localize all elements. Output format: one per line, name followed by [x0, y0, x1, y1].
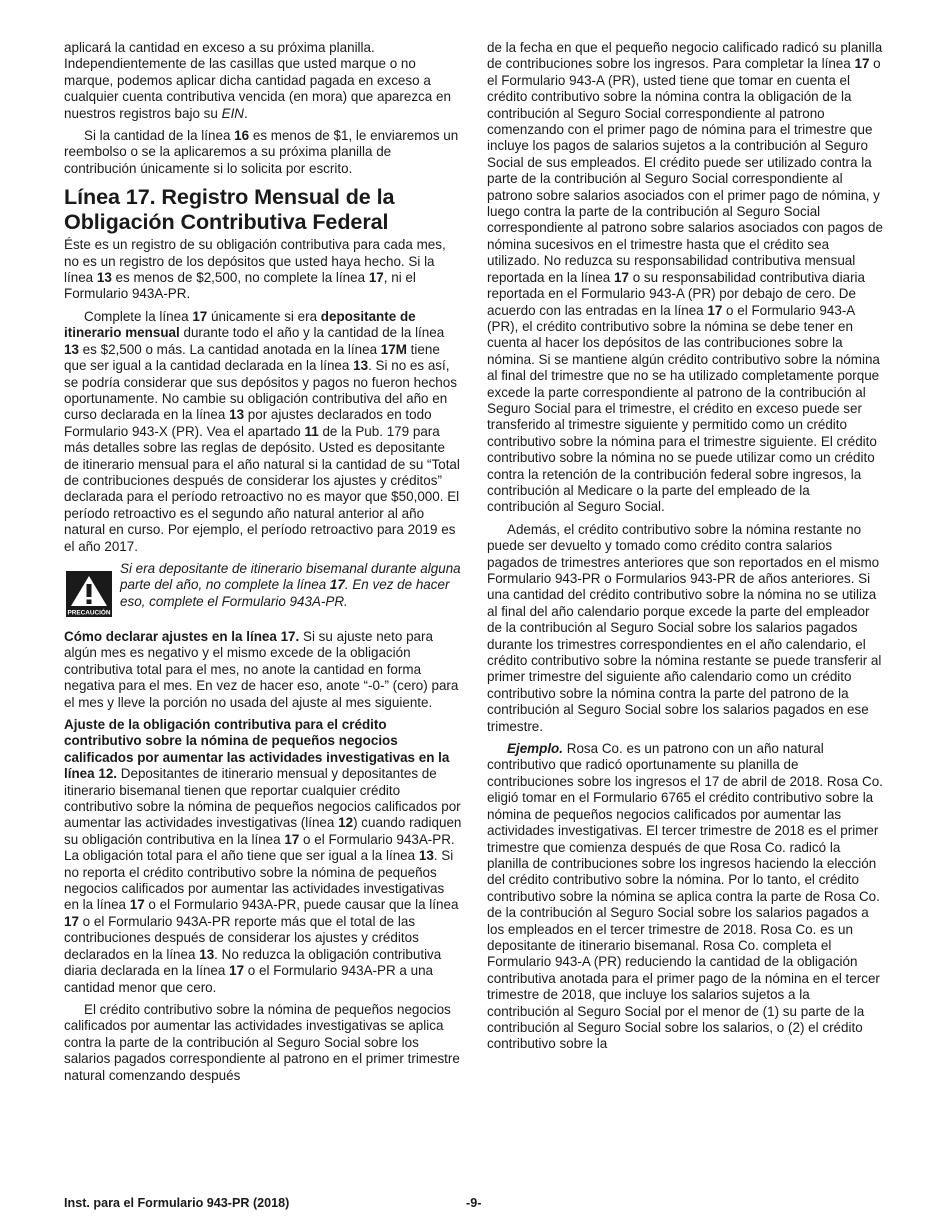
paragraph-continuation: aplicará la cantidad en exceso a su próxima planilla. Independientemente de las casillas que usted marque o no marque, podemos aplicar dicha cantidad pagada en exceso a cualquier cuenta contributiva vencida (en mora) que aparezca en nuestros registros bajo su EIN. [64, 40, 451, 121]
caution-warning-icon [66, 571, 112, 617]
footer-form-title: Inst. para el Formulario 943-PR (2018) [64, 1196, 290, 1210]
paragraph-ejemplo: Ejemplo. Rosa Co. es un patrono con un año natural contributivo que radicó oportunamente su planilla de contribuciones sobre los ingresos el 17 de abril de 2018. Rosa Co. eligió tomar en el Formulario 6765 el crédito contributivo sobre la nómina de pequeños negocios calificados por aumentar las actividades investigativas. El tercer trimestre de 2018 es el primer trimestre que comienza después de que Rosa Co. radicó la planilla de contribuciones sobre los ingresos haciendo la elección del crédito contributivo sobre la nómina. Por lo tanto, el crédito contributivo sobre la nómina se aplica contra la parte de Rosa Co. de la contribución al Seguro Social sobre los salarios pagados a los empleados en el tercer trimestre de 2018. Rosa Co. es un depositante de itinerario bisemanal. Rosa Co. completa el Formulario 943-A (PR) reduciendo la cantidad de la obligación contributiva anotada para el primer pago de la nómina en el tercer trimestre de 2018, que incluye los salarios sujetos a la contribución al Seguro Social por el menor de (1) su parte de la contribución al Seguro Social sobre los salarios, o (2) el crédito contributivo sobre la [487, 741, 883, 1052]
paragraph-continuation-right: de la fecha en que el pequeño negocio calificado radicó su planilla de contribuciones sobre los ingresos. Para completar la línea 17 o el Formulario 943-A (PR), usted tiene que tomar en cuenta el crédito contributivo sobre la nómina contra la obligación de la contribución al Seguro Social correspondiente al patrono comenzando con el primer pago de nómina para el trimestre que incluye los pagos de salarios sujetos a la contribución al Seguro Social de sus empleados. El crédito puede ser utilizado contra la parte de la contribución al Seguro Social correspondiente al patrono sobre salarios asociados con el primer pago de nómina, y luego contra la parte de la contribución al Seguro Social correspondiente al patrono sobre salarios asociados con pagos de nómina sucesivos en el trimestre hasta que el crédito sea utilizado. No reduzca su responsabilidad contributiva mensual reportada en la línea 17 o su responsabilidad contributiva diaria reportada en el Formulario 943-A (PR) por debajo de cero. De acuerdo con las entradas en la línea 17 o el Formulario 943-A (PR), el crédito contributivo sobre la nómina se debe tener en cuenta al hacer los depósitos de las contribuciones sobre la nómina. Si se mantiene algún crédito contributivo sobre la nómina al final del trimestre que no se ha utilizado completamente porque excede la parte correspondiente al patrono de la contribución al Seguro Social para el trimestre, el crédito en exceso puede ser transferido al trimestre siguiente y permitido como un crédito contributivo sobre la nómina para el trimestre siguiente. El crédito contributivo sobre la nómina no se puede utilizar como un crédito contra la retención de la contribución federal sobre ingresos, la contribución al Medicare o la parte del empleado de la contribución al Seguro Social. [487, 40, 883, 515]
caution-text: Si era depositante de itinerario bisemanal durante alguna parte del año, no complete la línea 17. En vez de hacer eso, complete el Formulario 943A-PR. [120, 560, 461, 609]
paragraph-ademas: Además, el crédito contributivo sobre la nómina restante no puede ser devuelto y tomado como crédito contra salarios pagados de trimestres anteriores que son reportados en el mismo Formulario 943-PR o Formularios 943-PR de años anteriores. Si una cantidad del crédito contributivo sobre la nómina no se utiliza al final del año calendario porque excede la parte del empleador de la contribución al Seguro Social sobre los salarios pagados durante los trimestres correspondientes en el año calendario, el crédito contributivo sobre la nómina restante se puede transferir al primer trimestre del siguiente año calendario como un crédito contributivo sobre la nómina contra la parte del patrono de la contribución al Seguro Social sobre los salarios pagados en ese trimestre. [487, 521, 882, 734]
caution-note [64, 561, 462, 617]
paragraph-complete: Complete la línea 17 únicamente si era depositante de itinerario mensual durante todo el año y la cantidad de la línea 13 es $2,500 o más. La cantidad anotada en la línea 17M tiene que ser igual a la cantidad declarada en la línea 13. Si no es así, se podría considerar que sus depósitos y pagos no fueron hechos oportunamente. No cambie su obligación contributiva del año en curso declarada en la línea 13 por ajustes declarados en todo Formulario 943-X (PR). Vea el apartado 11 de la Pub. 179 para más detalles sobre las reglas de depósito. Usted es depositante de itinerario mensual para el año natural si la cantidad de su “Total de contribuciones después de considerar los ajustes y créditos” declarada para el período retroactivo no es mayor que $50,000. El período retroactivo es el segundo año natural anterior al año natural en curso. Por ejemplo, el período retroactivo para 2019 es el año 2017. [64, 308, 460, 554]
paragraph-ajuste-credito: Ajuste de la obligación contributiva para el crédito contributivo sobre la nómina de pequeños negocios calificados por aumentar las actividades investigativas en la línea 12. Depositantes de itinerario mensual y depositantes de itinerario bisemanal tienen que reportar cualquier crédito contributivo sobre la nómina de pequeños negocios calificados por aumentar las actividades investigativas (línea 12) cuando radiquen su obligación contributiva en la línea 17 o el Formulario 943A-PR. La obligación total para el año tiene que ser igual a la línea 13. Si no reporta el crédito contributivo sobre la nómina de pequeños negocios calificados por aumentar las actividades investigativas en la línea 17 o el Formulario 943A-PR, puede causar que la línea 17 o el Formulario 943A-PR reporte más que el total de las contribuciones después de considerar los ajustes y créditos declarados en la línea 13. No reduzca la obligación contributiva diaria declarada en la línea 17 o el Formulario 943A-PR a una cantidad menor que cero. [64, 717, 462, 995]
section-heading: Línea 17. Registro Mensual de la Obligación Contributiva Federal [64, 184, 395, 235]
paragraph-intro: Éste es un registro de su obligación contributiva para cada mes, no es un registro de los depósitos que usted haya hecho. Si la línea 13 es menos de $2,500, no complete la línea 17, ni el Formulario 943A-PR. [64, 237, 446, 302]
left-column [64, 40, 462, 1090]
right-column [487, 40, 885, 1059]
paragraph-adjustments: Cómo declarar ajustes en la línea 17. Si su ajuste neto para algún mes es negativo y el mismo excede de la obligación contributiva total para el mes, no anote la cantidad en forma negativa para el mes. En vez de hacer eso, anote “-0-” (cero) para el mes y lleve la porción no usada del ajuste al mes siguiente. [64, 628, 459, 710]
caution-label: PRECAUCIÓN [67, 609, 111, 617]
paragraph-line16: Si la cantidad de la línea 16 es menos de $1, le enviaremos un reembolso o se la aplicaremos a su próxima planilla de contribución únicamente si lo solicita por escrito. [64, 128, 459, 176]
footer-page-number: -9- [466, 1196, 482, 1210]
paragraph-credito: El crédito contributivo sobre la nómina de pequeños negocios calificados por aumentar las actividades investigativas se aplica contra la parte de la contribución al Seguro Social sobre los salarios pagados correspondiente al patrono en el primer trimestre natural comenzando después [64, 1001, 460, 1083]
